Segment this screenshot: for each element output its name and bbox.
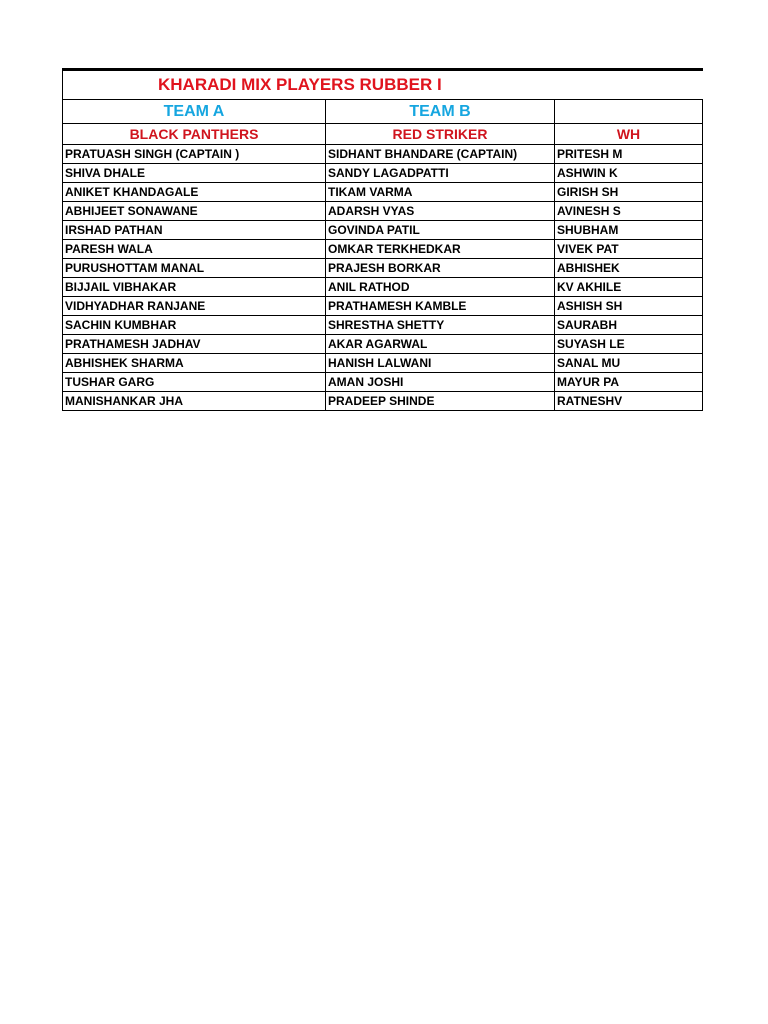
player-cell: PRATUASH SINGH (CAPTAIN ): [63, 145, 326, 164]
player-row: [63, 240, 703, 259]
player-row: [63, 278, 703, 297]
player-cell: SHIVA DHALE: [63, 164, 326, 183]
player-row: [63, 335, 703, 354]
team-a-name: BLACK PANTHERS: [63, 124, 326, 145]
player-row: [63, 183, 703, 202]
team-label-row: [63, 100, 703, 124]
team-b-label: TEAM B: [326, 100, 555, 124]
player-row: [63, 145, 703, 164]
player-cell: SIDHANT BHANDARE (CAPTAIN): [326, 145, 555, 164]
team-c-name: WH: [555, 124, 703, 145]
player-row: [63, 202, 703, 221]
player-cell: HANISH LALWANI: [326, 354, 555, 373]
player-row: [63, 221, 703, 240]
player-cell: SHUBHAM: [555, 221, 703, 240]
player-cell: ABHIJEET SONAWANE: [63, 202, 326, 221]
player-cell: IRSHAD PATHAN: [63, 221, 326, 240]
players-table: [62, 68, 703, 411]
player-cell: AVINESH S: [555, 202, 703, 221]
player-cell: SANAL MU: [555, 354, 703, 373]
player-cell: AMAN JOSHI: [326, 373, 555, 392]
player-row: [63, 164, 703, 183]
player-cell: PRATHAMESH JADHAV: [63, 335, 326, 354]
player-cell: VIDHYADHAR RANJANE: [63, 297, 326, 316]
player-cell: PRADEEP SHINDE: [326, 392, 555, 411]
player-row: [63, 259, 703, 278]
player-cell: MANISHANKAR JHA: [63, 392, 326, 411]
player-cell: GIRISH SH: [555, 183, 703, 202]
player-cell: SANDY LAGADPATTI: [326, 164, 555, 183]
player-cell: PRATHAMESH KAMBLE: [326, 297, 555, 316]
player-cell: SHRESTHA SHETTY: [326, 316, 555, 335]
player-cell: ANIKET KHANDAGALE: [63, 183, 326, 202]
player-row: [63, 316, 703, 335]
team-name-row: [63, 124, 703, 145]
player-cell: ADARSH VYAS: [326, 202, 555, 221]
team-b-name: RED STRIKER: [326, 124, 555, 145]
player-cell: ASHISH SH: [555, 297, 703, 316]
player-cell: SUYASH LE: [555, 335, 703, 354]
team-c-label: [555, 100, 703, 124]
player-cell: ASHWIN K: [555, 164, 703, 183]
player-row: [63, 392, 703, 411]
player-cell: TIKAM VARMA: [326, 183, 555, 202]
player-cell: AKAR AGARWAL: [326, 335, 555, 354]
player-cell: PRAJESH BORKAR: [326, 259, 555, 278]
player-cell: ABHISHEK: [555, 259, 703, 278]
team-a-label: TEAM A: [63, 100, 326, 124]
player-cell: VIVEK PAT: [555, 240, 703, 259]
player-row: [63, 354, 703, 373]
player-cell: SACHIN KUMBHAR: [63, 316, 326, 335]
player-cell: PURUSHOTTAM MANAL: [63, 259, 326, 278]
player-row: [63, 373, 703, 392]
player-row: [63, 297, 703, 316]
player-cell: OMKAR TERKHEDKAR: [326, 240, 555, 259]
spreadsheet: [62, 68, 641, 411]
player-cell: KV AKHILE: [555, 278, 703, 297]
player-cell: PARESH WALA: [63, 240, 326, 259]
player-cell: PRITESH M: [555, 145, 703, 164]
player-cell: GOVINDA PATIL: [326, 221, 555, 240]
player-cell: BIJJAIL VIBHAKAR: [63, 278, 326, 297]
player-cell: SAURABH: [555, 316, 703, 335]
player-cell: TUSHAR GARG: [63, 373, 326, 392]
sheet-title: KHARADI MIX PLAYERS RUBBER I: [63, 70, 703, 100]
player-cell: ANIL RATHOD: [326, 278, 555, 297]
player-cell: RATNESHV: [555, 392, 703, 411]
player-cell: ABHISHEK SHARMA: [63, 354, 326, 373]
title-row: [63, 70, 703, 100]
player-cell: MAYUR PA: [555, 373, 703, 392]
